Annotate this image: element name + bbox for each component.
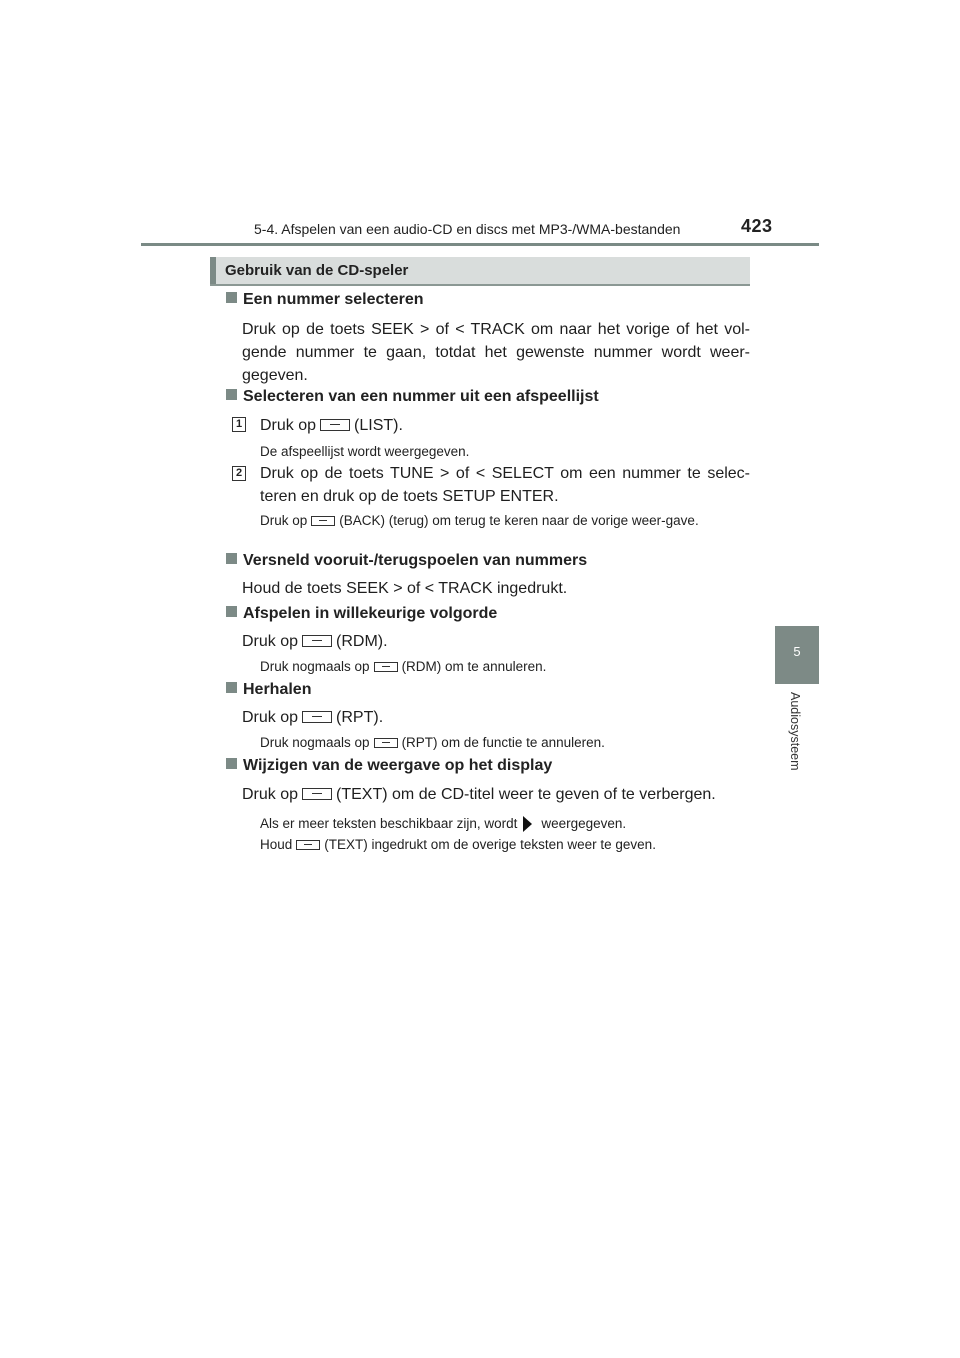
note-repeat-pre: Druk nogmaals op [260, 735, 370, 750]
step-2-note-pre: Druk op [260, 513, 308, 528]
random-pre: Druk op [242, 633, 299, 650]
section-title-accent [210, 257, 216, 284]
step-1-note: De afspeellijst wordt weergegeven. [260, 444, 470, 459]
heading-playlist [226, 388, 599, 406]
text-button-icon [302, 788, 332, 800]
step-1-post: (LIST). [354, 417, 403, 434]
square-bullet-icon [226, 758, 237, 769]
step-1-pre: Druk op [260, 417, 317, 434]
display-post: (TEXT) om de CD-titel weer te geven of te verbergen. [336, 786, 716, 803]
step-2-note-post: (BACK) (terug) om terug te keren naar de vorige weer-gave. [339, 513, 699, 528]
step-1-text [260, 414, 750, 437]
section-title: Gebruik van de CD-speler [225, 262, 409, 279]
square-bullet-icon [226, 389, 237, 400]
note-repeat-post: (RPT) om de functie te annuleren. [401, 735, 605, 750]
heading-text: Selecteren van een nummer uit een afspeellijst [243, 388, 599, 405]
note-random-post: (RDM) om te annuleren. [401, 659, 547, 674]
step-number-1: 1 [232, 417, 246, 432]
note-display-more-pre: Als er meer teksten beschikbaar zijn, wordt [260, 816, 518, 831]
back-button-icon [311, 516, 335, 526]
rdm-button-icon [374, 662, 398, 672]
page-number: 423 [741, 216, 773, 236]
random-post: (RDM). [336, 633, 388, 650]
rpt-button-icon [374, 738, 398, 748]
heading-text: Versneld vooruit-/terugspoelen van nummers [243, 552, 588, 569]
heading-repeat [226, 681, 311, 699]
paragraph-fast-forward: Houd de toets SEEK > of < TRACK ingedrukt. [242, 580, 568, 597]
note-display-hold-pre: Houd [260, 837, 293, 852]
step-2-text: Druk op de toets TUNE > of < SELECT om een nummer te selec-teren en druk op de toets SETUP ENTER. [260, 465, 750, 505]
step-number-2: 2 [232, 466, 246, 481]
paragraph-random [242, 630, 750, 653]
rdm-button-icon [302, 635, 332, 647]
heading-text: Herhalen [243, 681, 312, 698]
header-rule [141, 243, 819, 246]
note-random [260, 658, 750, 675]
paragraph-select-track: Druk op de toets SEEK > of < TRACK om naar het vorige of het vol-gende nummer te gaan, totdat het gewenste nummer wordt weer-gegeven. [242, 321, 750, 384]
heading-select-track [226, 291, 424, 309]
square-bullet-icon [226, 682, 237, 693]
paragraph-display [242, 783, 750, 806]
note-repeat [260, 734, 750, 751]
note-display-more-post: weergegeven. [541, 816, 627, 831]
display-pre: Druk op [242, 786, 299, 803]
rpt-button-icon [302, 711, 332, 723]
square-bullet-icon [226, 292, 237, 303]
repeat-post: (RPT). [336, 709, 384, 726]
square-bullet-icon [226, 606, 237, 617]
note-display-hold [260, 836, 750, 853]
note-random-pre: Druk nogmaals op [260, 659, 370, 674]
list-button-icon [320, 419, 350, 431]
chapter-tab-label: Audiosysteem [788, 692, 802, 771]
triangle-arrow-icon [523, 816, 532, 832]
chapter-tab-number: 5 [793, 644, 801, 659]
repeat-pre: Druk op [242, 709, 299, 726]
note-display-hold-post: (TEXT) ingedrukt om de overige teksten weer te geven. [324, 837, 656, 852]
heading-display [226, 757, 552, 775]
paragraph-repeat [242, 706, 750, 729]
chapter-title: 5-4. Afspelen van een audio-CD en discs met MP3-/WMA-bestanden [254, 221, 681, 237]
section-title-bar [210, 257, 750, 286]
text-button-icon [296, 840, 320, 850]
heading-text: Afspelen in willekeurige volgorde [243, 605, 498, 622]
heading-random [226, 605, 497, 623]
heading-fast-forward [226, 552, 587, 570]
square-bullet-icon [226, 553, 237, 564]
step-2-note [260, 512, 750, 529]
heading-text: Wijzigen van de weergave op het display [243, 757, 553, 774]
heading-text: Een nummer selecteren [243, 291, 424, 308]
note-display-more [260, 815, 750, 832]
